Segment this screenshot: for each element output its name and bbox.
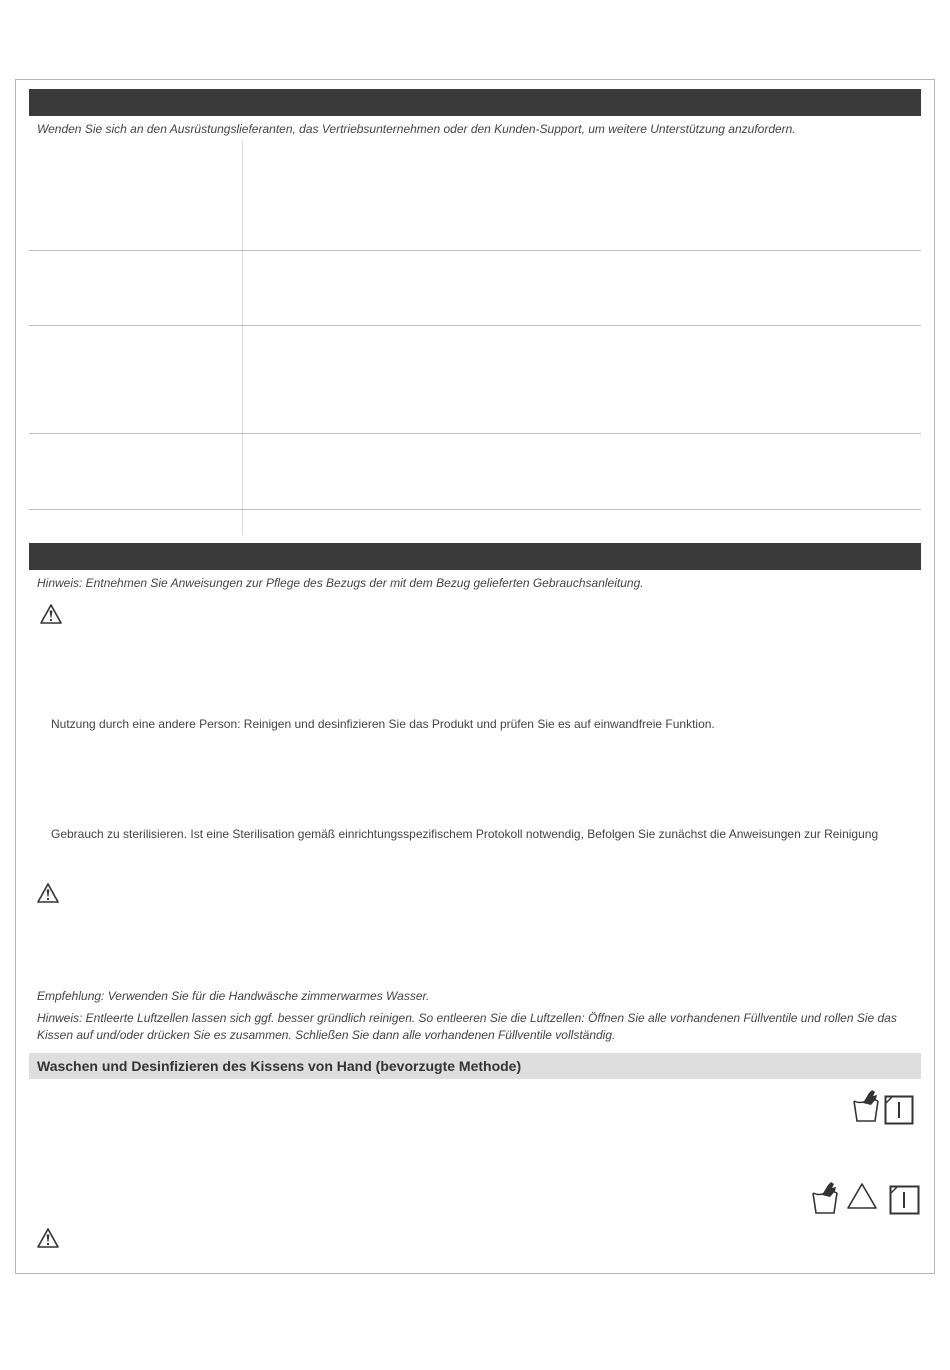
table-column-divider <box>242 141 243 535</box>
section-header-bar-1 <box>29 89 921 116</box>
reuse-instruction: Nutzung durch eine andere Person: Reinigen und desinfizieren Sie das Produkt und prüfen Sie es auf einwandfreie Funktion. <box>51 717 715 731</box>
warning-icon <box>36 882 60 904</box>
bleach-triangle-icon <box>846 1182 878 1210</box>
tumble-dry-off-icon <box>884 1095 914 1125</box>
deflate-hint: Hinweis: Entleerte Luftzellen lassen sich ggf. besser gründlich reinigen. So entleeren Sie die Luftzellen: Öffnen Sie alle vorhandenen Füllventile und rollen Sie das Kissen auf und/oder drücken Sie es zusammen. Schließen Sie dann alle vorhandenen Füllventile vollständig. <box>37 1011 897 1042</box>
sterilization-instruction: Gebrauch zu sterilisieren. Ist eine Sterilisation gemäß einrichtungsspezifischem Protokoll notwendig, Befolgen Sie zunächst die Anweisungen zur Reinigung <box>51 827 879 841</box>
hand-wash-icon <box>810 1177 842 1217</box>
table-row-divider <box>29 250 921 251</box>
table-row-divider <box>29 509 921 510</box>
support-note: Wenden Sie sich an den Ausrüstungslieferanten, das Vertriebsunternehmen oder den Kunden-Support, um weitere Unterstützung anzufordern. <box>37 122 796 136</box>
page-frame <box>15 79 935 1274</box>
recommendation-note: Empfehlung: Verwenden Sie für die Handwäsche zimmerwarmes Wasser. <box>37 989 430 1003</box>
hand-wash-icon <box>851 1087 883 1125</box>
table-row-divider <box>29 325 921 326</box>
drip-dry-icon <box>889 1185 921 1215</box>
hand-wash-heading: Waschen und Desinfizieren des Kissens von Hand (bevorzugte Methode) <box>37 1058 522 1074</box>
hand-wash-section-header <box>29 1053 921 1079</box>
warning-icon <box>36 1227 60 1249</box>
warning-icon <box>39 603 63 625</box>
cover-care-note: Hinweis: Entnehmen Sie Anweisungen zur Pflege des Bezugs der mit dem Bezug gelieferten Gebrauchsanleitung. <box>37 576 644 590</box>
section-header-bar-2 <box>29 543 921 570</box>
table-row-divider <box>29 433 921 434</box>
